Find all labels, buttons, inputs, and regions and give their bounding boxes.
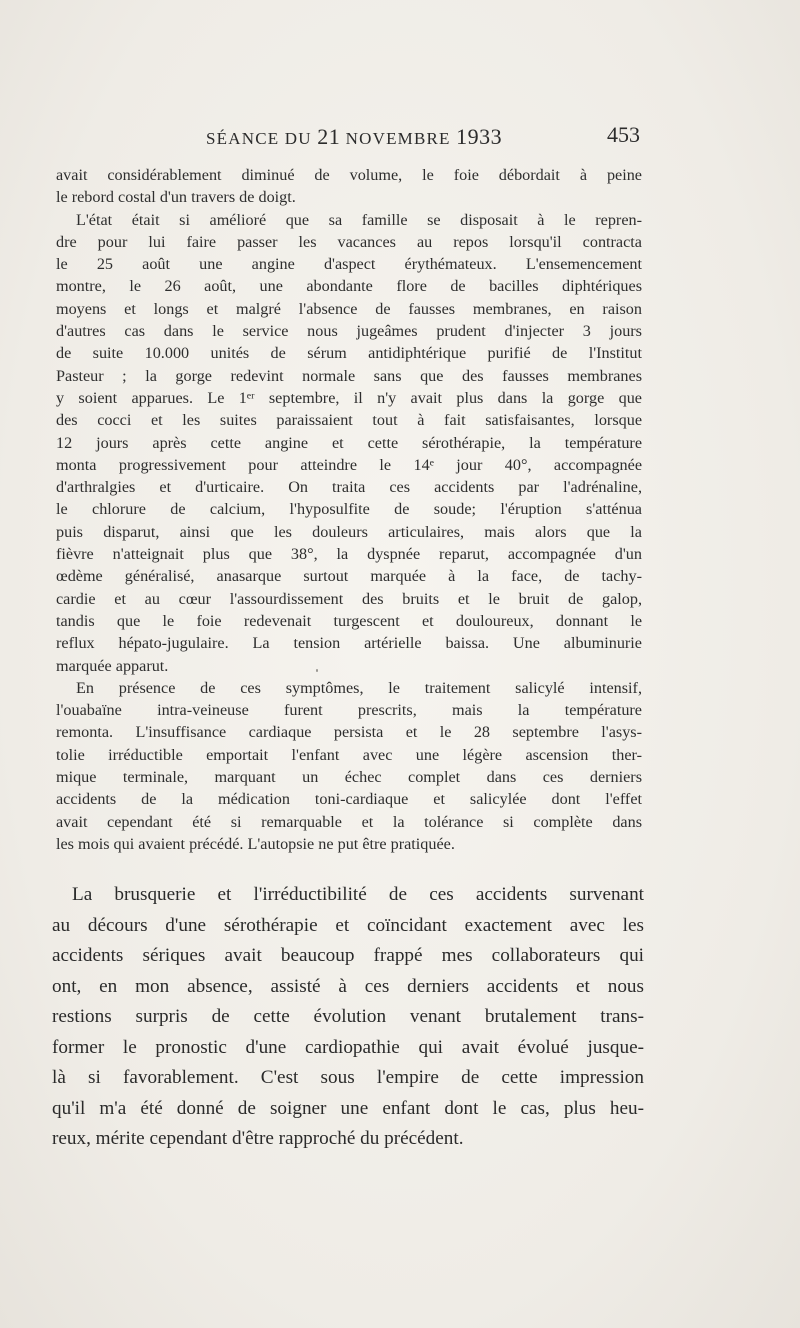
text-line: reux, mérite cependant d'être rapproché du précédent. xyxy=(52,1128,464,1149)
text-line: former le pronostic d'une cardiopathie qui avait évolué jusque- xyxy=(52,1036,644,1058)
text-line: 12 jours après cette angine et cette sérothérapie, la température xyxy=(56,433,642,452)
text-line: le rebord costal d'un travers de doigt. xyxy=(56,188,296,207)
text-line: d'autres cas dans le service nous jugeâmes prudent d'injecter 3 jours xyxy=(56,322,642,341)
text-line: les mois qui avaient précédé. L'autopsie ne put être pratiquée. xyxy=(56,834,455,853)
text-line: d'arthralgies et d'urticaire. On traita ces accidents par l'adrénaline, xyxy=(56,478,642,497)
text-line: ont, en mon absence, assisté à ces derniers accidents et nous xyxy=(52,975,644,997)
text-line: y soient apparues. Le 1ᵉʳ septembre, il n'y avait plus dans la gorge que xyxy=(56,388,642,407)
text-line: mique terminale, marquant un échec complet dans ces derniers xyxy=(56,768,642,787)
text-line: accidents sériques avait beaucoup frappé mes collaborateurs qui xyxy=(52,945,644,966)
text-line: tandis que le foie redevenait turgescent et douloureux, donnant le xyxy=(56,611,642,630)
text-line: fièvre n'atteignait plus que 38°, la dyspnée reparut, accompagnée d'un xyxy=(56,545,642,564)
text-line: le 25 août une angine d'aspect érythémateux. L'ensemencement xyxy=(56,255,642,274)
text-line: reflux hépato-jugulaire. La tension artérielle baissa. Une albuminurie xyxy=(56,634,642,653)
text-line: de suite 10.000 unités de sérum antidiphtérique purifié de l'Institut xyxy=(56,344,642,363)
text-line: œdème généralisé, anasarque surtout marquée à la face, de tachy- xyxy=(56,567,642,586)
header-month: NOVEMBRE xyxy=(345,129,451,148)
text-line: restions surpris de cette évolution venant brutalement trans- xyxy=(52,1006,644,1027)
text-line: cardie et au cœur l'assourdissement des bruits et le bruit de galop, xyxy=(56,589,642,608)
text-line: avait considérablement diminué de volume, le foie débordait à peine xyxy=(56,166,642,184)
text-line: des cocci et les suites paraissaient tout à fait satisfaisantes, lorsque xyxy=(56,411,642,430)
text-line: montre, le 26 août, une abondante flore de bacilles diphtériques xyxy=(56,277,642,296)
text-line: marquée apparut. xyxy=(56,656,169,675)
text-line: En présence de ces symptômes, le traitement salicylé intensif, xyxy=(76,678,642,697)
header-year: 1933 xyxy=(456,124,503,149)
text-line: monta progressivement pour atteindre le 14ᵉ jour 40°, accompagnée xyxy=(56,455,642,474)
text-line: moyens et longs et malgré l'absence de fausses membranes, en raison xyxy=(56,299,642,318)
text-line: dre pour lui faire passer les vacances au repos lorsqu'il contracta xyxy=(56,232,642,251)
text-line: tolie irréductible emportait l'enfant avec une légère ascension ther- xyxy=(56,745,642,764)
text-line: Pasteur ; la gorge redevint normale sans que des fausses membranes xyxy=(56,366,642,385)
text-line: La brusquerie et l'irréductibilité de ces accidents survenant xyxy=(72,884,644,905)
page-number: 453 xyxy=(607,122,640,147)
ink-speck xyxy=(316,669,318,672)
text-line: accidents de la médication toni-cardiaque et salicylée dont l'effet xyxy=(56,790,642,809)
text-line: L'état était si amélioré que sa famille se disposait à le repren- xyxy=(76,210,642,229)
commentary-text xyxy=(52,880,644,1155)
running-header xyxy=(56,122,644,154)
text-line: puis disparut, ainsi que les douleurs articulaires, mais alors que la xyxy=(56,522,642,541)
text-line: là si favorablement. C'est sous l'empire de cette impression xyxy=(52,1067,644,1088)
case-report-text xyxy=(56,164,642,855)
text-line: remonta. L'insuffisance cardiaque persista et le 28 septembre l'asys- xyxy=(56,723,642,742)
text-line: avait cependant été si remarquable et la tolérance si complète dans xyxy=(56,812,642,831)
text-line: le chlorure de calcium, l'hyposulfite de soude; l'éruption s'atténua xyxy=(56,500,642,519)
text-line: qu'il m'a été donné de soigner une enfant dont le cas, plus heu- xyxy=(52,1097,644,1119)
header-title-prefix: SÉANCE DU xyxy=(206,129,312,148)
header-title xyxy=(206,124,502,150)
header-day: 21 xyxy=(317,124,341,149)
text-line: l'ouabaïne intra-veineuse furent prescrits, mais la température xyxy=(56,701,642,720)
text-line: au décours d'une sérothérapie et coïncidant exactement avec les xyxy=(52,914,644,936)
